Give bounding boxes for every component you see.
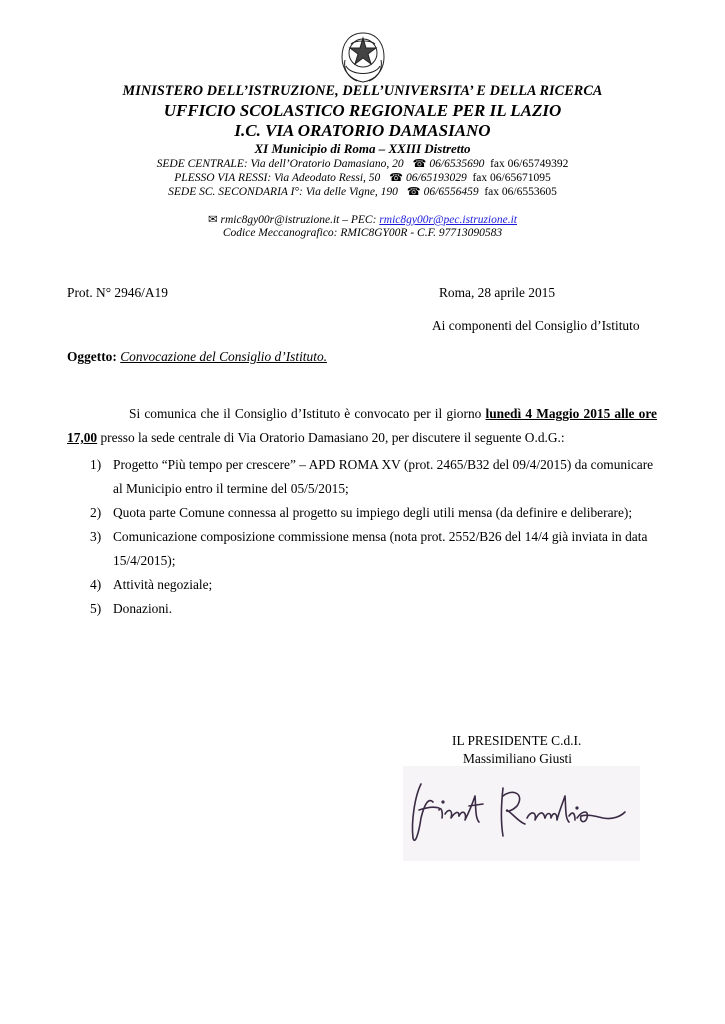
agenda-item (90, 597, 660, 621)
site-line (0, 185, 725, 198)
site-line (0, 157, 725, 170)
meeting-datetime: lunedì 4 Maggio 2015 alle ore 17,00 (67, 406, 657, 445)
intro-text-continued: presso la sede centrale di Via Oratorio Damasiano 20, per discutere il seguente O.d.G.: (97, 430, 565, 445)
phone-icon: ☎ (406, 186, 421, 198)
signature-image (403, 766, 640, 861)
envelope-icon: ✉ (207, 214, 218, 226)
agenda-item (90, 525, 660, 573)
agenda-item (90, 453, 660, 501)
recipient: Ai componenti del Consiglio d’Istituto (432, 318, 640, 333)
signatory-title: IL PRESIDENTE C.d.I. (452, 733, 582, 748)
phone-icon: ☎ (389, 172, 403, 184)
site-fax: fax 06/6553605 (484, 186, 557, 198)
handwritten-signature (403, 766, 640, 861)
agenda-text: Attività negoziale; (113, 577, 213, 592)
site-phone: 06/6556459 (423, 186, 479, 198)
republic-emblem-icon (337, 30, 389, 86)
site-fax: fax 06/65749392 (490, 158, 569, 170)
regional-office-heading: UFFICIO SCOLASTICO REGIONALE PER IL LAZIO (163, 101, 562, 120)
site-fax: fax 06/65671095 (472, 172, 551, 184)
agenda-number: 3) (90, 529, 102, 544)
intro-paragraph (67, 402, 657, 450)
protocol-number: Prot. N° 2946/A19 (67, 285, 168, 300)
school-codes: Codice Meccanografico: RMIC8GY00R - C.F. 97713090583 (222, 227, 503, 239)
site-phone: 06/6535690 (429, 158, 485, 170)
phone-icon: ☎ (412, 158, 427, 170)
letter-date: Roma, 28 aprile 2015 (439, 285, 556, 300)
agenda-text: Donazioni. (113, 601, 173, 616)
email-text: rmic8gy00r@istruzione.it – PEC: (220, 214, 380, 226)
agenda-text: Comunicazione composizione commissione mensa (nota prot. 2552/B26 del 14/4 già inviata in data 15/4/2015); (113, 529, 648, 568)
agenda-item (90, 501, 660, 525)
site-line (0, 171, 725, 184)
school-heading: I.C. VIA ORATORIO DAMASIANO (234, 121, 491, 140)
agenda-number: 2) (90, 505, 102, 520)
agenda-number: 4) (90, 577, 102, 592)
agenda-text: Progetto “Più tempo per crescere” – APD ROMA XV (prot. 2465/B32 del 09/4/2015) da comunicare al Municipio entro il termine del 05/5/2015; (113, 457, 654, 496)
email-line (0, 212, 725, 226)
site-address: SEDE CENTRALE: Via dell’Oratorio Damasiano, 20 (156, 158, 404, 170)
subject-label: Oggetto: (67, 349, 117, 364)
pec-email-link[interactable]: rmic8gy00r@pec.istruzione.it (379, 214, 517, 226)
site-phone: 06/65193029 (406, 172, 467, 184)
ministry-heading: MINISTERO DELL’ISTRUZIONE, DELL’UNIVERSITA’ E DELLA RICERCA (122, 83, 603, 99)
signatory-name: Massimiliano Giusti (463, 751, 572, 766)
subject-text: Convocazione del Consiglio d’Istituto. (120, 349, 327, 364)
agenda-number: 1) (90, 457, 102, 472)
agenda-item (90, 573, 660, 597)
agenda-text: Quota parte Comune connessa al progetto su impiego degli utili mensa (da definire e deliberare); (113, 505, 633, 520)
agenda-list (90, 453, 660, 621)
intro-text: Si comunica che il Consiglio d’Istituto è convocato per il giorno (129, 406, 486, 421)
site-address: PLESSO VIA RESSI: Via Adeodato Ressi, 50 (174, 172, 381, 184)
agenda-number: 5) (90, 601, 102, 616)
district-heading: XI Municipio di Roma – XXIII Distretto (254, 141, 471, 156)
subject-line (67, 349, 327, 365)
site-address: SEDE SC. SECONDARIA I°: Via delle Vigne, 190 (168, 186, 398, 198)
